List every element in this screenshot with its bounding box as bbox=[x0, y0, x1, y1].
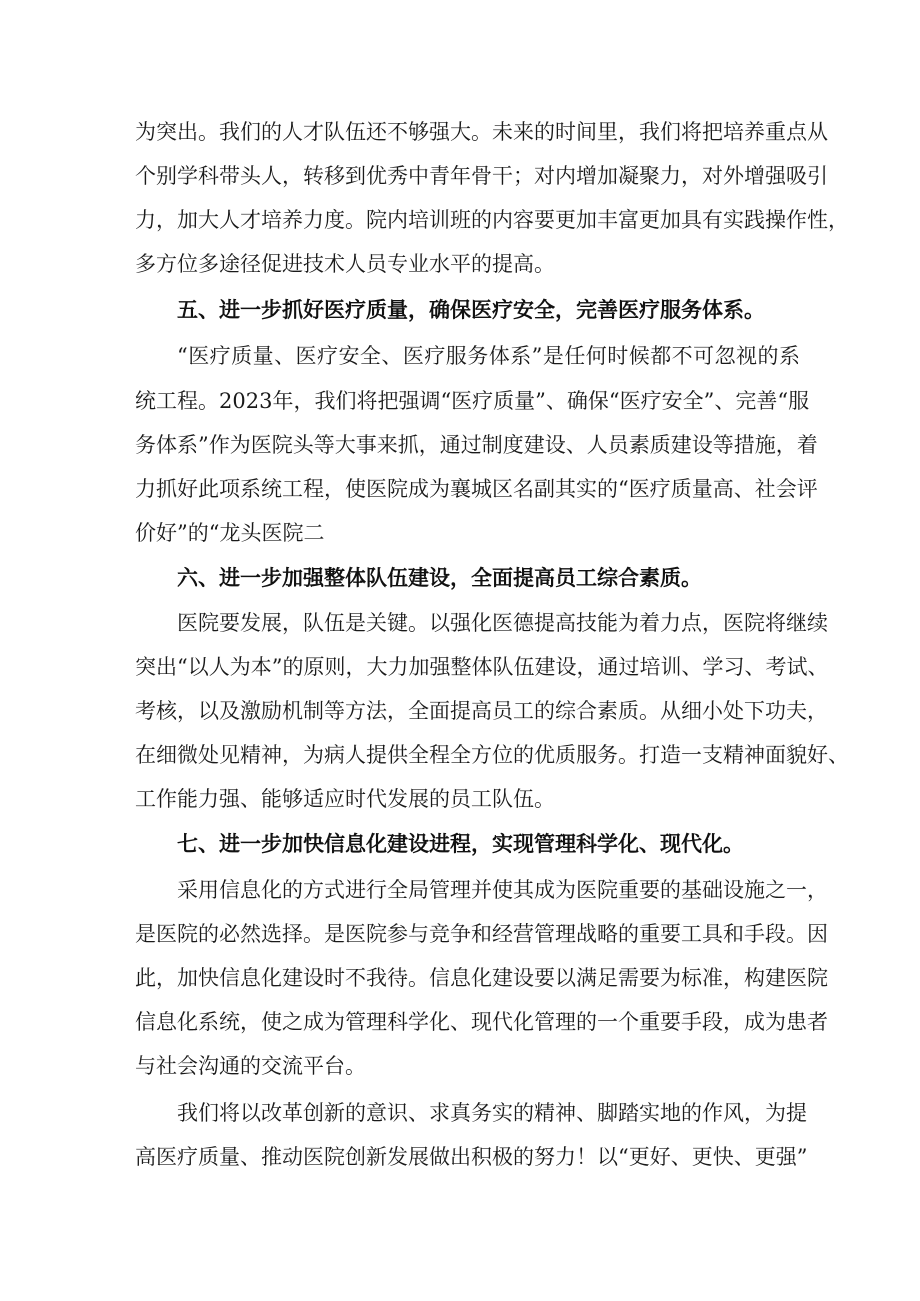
text-line: 突出“以人为本”的原则，大力加强整体队伍建设，通过培训、学习、考试、 bbox=[135, 655, 829, 679]
text-line: 考核，以及激励机制等方法，全面提高员工的综合素质。从细小处下功夫， bbox=[135, 699, 828, 723]
text-line: “医疗质量、医疗安全、医疗服务体系”是任何时候都不可忽视的系 bbox=[177, 344, 800, 368]
text-line: 价好”的“龙头医院二 bbox=[135, 521, 325, 545]
section-heading-6: 六、进一步加强整体队伍建设，全面提高员工综合素质。 bbox=[177, 566, 702, 590]
text-line: 信息化系统，使之成为管理科学化、现代化管理的一个重要手段，成为患者 bbox=[135, 1010, 828, 1034]
text-line: 我们将以改革创新的意识、求真务实的精神、脚踏实地的作风，为提 bbox=[177, 1101, 807, 1125]
text-line: 与社会沟通的交流平台。 bbox=[135, 1054, 366, 1078]
text-line: 是医院的必然选择。是医院参与竞争和经营管理战略的重要工具和手段。因 bbox=[135, 922, 828, 946]
text-line: 力抓好此项系统工程，使医院成为襄城区名副其实的“医疗质量高、社会评 bbox=[135, 477, 818, 501]
text-line: 在细微处见精神，为病人提供全程全方位的优质服务。打造一支精神面貌好、 bbox=[135, 743, 849, 767]
text-line: 多方位多途径促进技术人员专业水平的提高。 bbox=[135, 252, 555, 276]
text-line: 为突出。我们的人才队伍还不够强大。未来的时间里，我们将把培养重点从 bbox=[135, 120, 828, 144]
text-line: 力，加大人才培养力度。院内培训班的内容要更加丰富更加具有实践操作性， bbox=[135, 208, 849, 232]
text-line: 高医疗质量、推动医院创新发展做出积极的努力！以“更好、更快、更强” bbox=[135, 1145, 808, 1169]
text-line: 采用信息化的方式进行全局管理并使其成为医院重要的基础设施之一， bbox=[177, 878, 828, 902]
section-heading-5: 五、进一步抓好医疗质量，确保医疗安全，完善医疗服务体系。 bbox=[177, 298, 765, 322]
text-line: 统工程。2023年，我们将把强调“医疗质量”、确保“医疗安全”、完善“服 bbox=[135, 389, 810, 413]
text-line: 此，加快信息化建设时不我待。信息化建设要以满足需要为标准，构建医院 bbox=[135, 966, 828, 990]
text-line: 医院要发展，队伍是关键。以强化医德提高技能为着力点，医院将继续 bbox=[177, 611, 828, 635]
text-line: 工作能力强、能够适应时代发展的员工队伍。 bbox=[135, 787, 555, 811]
text-line: 个别学科带头人，转移到优秀中青年骨干；对内增加凝聚力，对外增强吸引 bbox=[135, 164, 828, 188]
section-heading-7: 七、进一步加快信息化建设进程，实现管理科学化、现代化。 bbox=[177, 832, 744, 856]
text-line: 务体系”作为医院头等大事来抓，通过制度建设、人员素质建设等措施，着 bbox=[135, 433, 818, 457]
